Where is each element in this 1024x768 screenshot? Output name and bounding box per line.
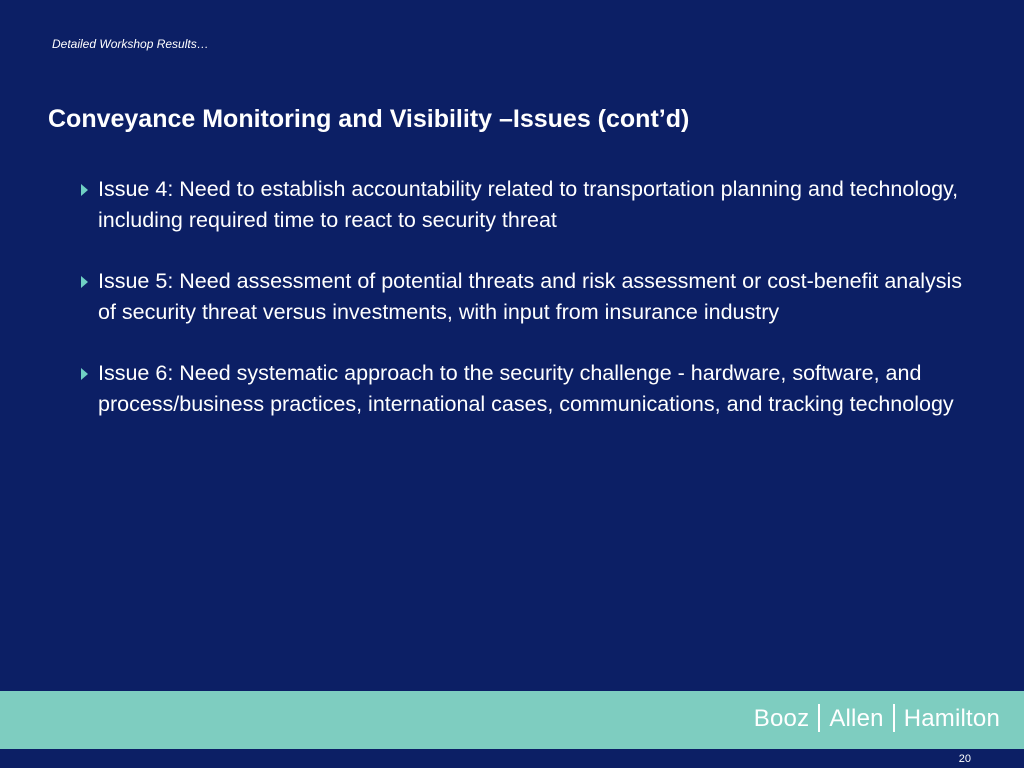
bullet-item — [78, 358, 978, 419]
section-kicker: Detailed Workshop Results… — [52, 37, 209, 51]
bullet-item — [78, 174, 978, 235]
page-number: 20 — [958, 753, 971, 765]
bullet-arrow-icon — [81, 184, 88, 196]
logo-separator — [893, 704, 895, 732]
bullet-text: Issue 4: Need to establish accountability related to transportation planning and technology, including required time to react to security threat — [98, 177, 959, 232]
logo-word-booz: Booz — [753, 705, 810, 732]
bullet-arrow-icon — [81, 368, 88, 380]
logo-word-hamilton: Hamilton — [903, 705, 1000, 732]
company-logo — [754, 704, 1000, 733]
bullet-item — [78, 266, 978, 327]
logo-word-allen: Allen — [829, 705, 884, 732]
logo-separator — [818, 704, 820, 732]
slide-title: Conveyance Monitoring and Visibility –Issues (cont’d) — [48, 105, 690, 133]
bullet-text: Issue 5: Need assessment of potential threats and risk assessment or cost-benefit analysis of security threat versus investments, with input from insurance industry — [98, 269, 963, 324]
bullet-arrow-icon — [81, 276, 88, 288]
bullet-text: Issue 6: Need systematic approach to the security challenge - hardware, software, and process/business practices, international cases, communications, and tracking technology — [98, 361, 954, 416]
bullet-list — [78, 174, 978, 450]
footer-band — [0, 691, 1024, 749]
